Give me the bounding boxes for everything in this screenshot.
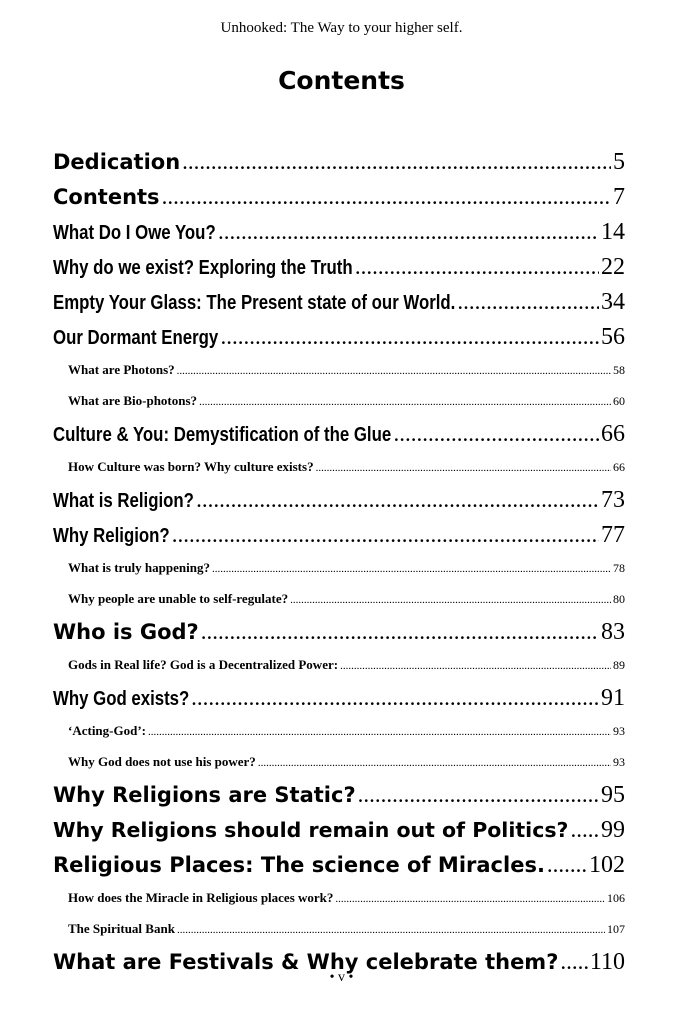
dot-leader (258, 748, 611, 777)
toc-entry-title: Why do we exist? Exploring the Truth (53, 257, 353, 279)
toc-entry-page: 93 (613, 724, 625, 738)
toc-entry-page: 83 (601, 619, 625, 645)
toc-entry-page: 91 (601, 685, 625, 711)
toc-entry-page: 66 (601, 421, 625, 447)
toc-entry-page: 56 (601, 324, 625, 350)
toc-entry-title: What are Bio-photons? (68, 393, 198, 408)
toc-entry-title: Why people are unable to self-regulate? (68, 591, 289, 606)
dot-leader (394, 416, 599, 451)
toc-entry-title: The Spiritual Bank (68, 921, 175, 936)
toc-entry-title: Religious Places: The science of Miracles. (53, 853, 545, 877)
toc-entry-title: Why Religions should remain out of Politics? (53, 818, 569, 842)
toc-entry-title: What is truly happening? (68, 560, 210, 575)
dot-leader (162, 179, 611, 214)
toc-entry-page: 89 (613, 658, 625, 672)
dot-leader (177, 915, 605, 944)
toc-entry[interactable] (53, 614, 625, 649)
dot-leader (316, 453, 611, 482)
toc-entry-title: Empty Your Glass: The Present state of our World. (53, 292, 456, 314)
toc-entry[interactable] (53, 517, 625, 552)
toc-entry-page: 110 (589, 949, 625, 975)
toc-entry-page: 5 (613, 149, 625, 175)
toc-entry-page: 7 (613, 184, 625, 210)
dot-leader (201, 614, 599, 649)
dot-leader (191, 680, 599, 715)
table-of-contents (53, 144, 625, 979)
toc-entry-title: Culture & You: Demystification of the Glue (53, 424, 392, 446)
toc-entry[interactable] (53, 179, 625, 214)
dot-leader (335, 884, 605, 913)
toc-entry-title: How does the Miracle in Religious places work? (68, 890, 334, 905)
toc-entry-title: Why Religions are Static? (53, 783, 356, 807)
toc-entry-title: Who is God? (53, 620, 199, 644)
toc-entry[interactable] (53, 416, 625, 451)
dot-leader (290, 585, 611, 614)
toc-entry[interactable] (53, 144, 625, 179)
dot-leader (358, 777, 599, 812)
page-number: • v • (329, 970, 354, 985)
toc-subentry[interactable] (53, 649, 625, 680)
toc-entry-title: Dedication (53, 150, 181, 174)
toc-subentry[interactable] (53, 746, 625, 777)
toc-entry[interactable] (53, 482, 625, 517)
toc-entry-page: 80 (613, 592, 625, 606)
toc-entry-page: 58 (613, 363, 625, 377)
toc-subentry[interactable] (53, 451, 625, 482)
toc-entry-title: How Culture was born? Why culture exists? (68, 459, 314, 474)
dot-leader (355, 249, 599, 284)
toc-subentry[interactable] (53, 354, 625, 385)
toc-entry-title: What Do I Owe You? (53, 222, 216, 244)
toc-entry-title: Contents (53, 185, 160, 209)
toc-entry-page: 73 (601, 487, 625, 513)
dot-leader (340, 651, 611, 680)
dot-leader (218, 214, 599, 249)
page-title: Contents (278, 66, 405, 95)
toc-entry[interactable] (53, 777, 625, 812)
toc-subentry[interactable] (53, 715, 625, 746)
toc-entry-page: 22 (601, 254, 625, 280)
toc-entry-page: 102 (589, 852, 625, 878)
toc-entry-page: 107 (607, 922, 625, 936)
toc-entry[interactable] (53, 680, 625, 715)
running-header: Unhooked: The Way to your higher self. (220, 20, 463, 36)
toc-entry-title: Why Religion? (53, 525, 170, 547)
dot-leader (547, 847, 587, 882)
toc-entry-title: ‘Acting-God’: (68, 723, 146, 738)
toc-entry-page: 77 (601, 522, 625, 548)
toc-subentry[interactable] (53, 882, 625, 913)
dot-leader (570, 812, 599, 847)
toc-entry-page: 99 (601, 817, 625, 843)
toc-entry-page: 66 (613, 460, 625, 474)
toc-entry-title: Gods in Real life? God is a Decentralized Power: (68, 657, 339, 672)
toc-entry-title: What are Photons? (68, 362, 175, 377)
toc-entry[interactable] (53, 319, 625, 354)
toc-entry[interactable] (53, 847, 625, 882)
dot-leader (148, 717, 611, 746)
toc-entry-page: 95 (601, 782, 625, 808)
toc-entry-title: Why God exists? (53, 688, 190, 710)
dot-leader (212, 554, 611, 583)
dot-leader (457, 284, 599, 319)
toc-entry-page: 34 (601, 289, 625, 315)
toc-entry[interactable] (53, 214, 625, 249)
toc-subentry[interactable] (53, 583, 625, 614)
dot-leader (196, 482, 599, 517)
toc-entry-page: 60 (613, 394, 625, 408)
toc-entry[interactable] (53, 812, 625, 847)
toc-entry-page: 78 (613, 561, 625, 575)
dot-leader (172, 517, 599, 552)
toc-subentry[interactable] (53, 552, 625, 583)
dot-leader (199, 387, 611, 416)
dot-leader (177, 356, 611, 385)
toc-entry[interactable] (53, 249, 625, 284)
toc-entry-title: What are Festivals & Why celebrate them? (53, 950, 559, 974)
toc-entry-page: 106 (607, 891, 625, 905)
toc-subentry[interactable] (53, 913, 625, 944)
toc-entry-title: Why God does not use his power? (68, 754, 256, 769)
dot-leader (182, 144, 611, 179)
toc-entry-title: Our Dormant Energy (53, 327, 219, 349)
dot-leader (220, 319, 599, 354)
toc-entry-page: 93 (613, 755, 625, 769)
toc-entry-page: 14 (601, 219, 625, 245)
toc-subentry[interactable] (53, 385, 625, 416)
toc-entry[interactable] (53, 284, 625, 319)
toc-entry-title: What is Religion? (53, 490, 194, 512)
